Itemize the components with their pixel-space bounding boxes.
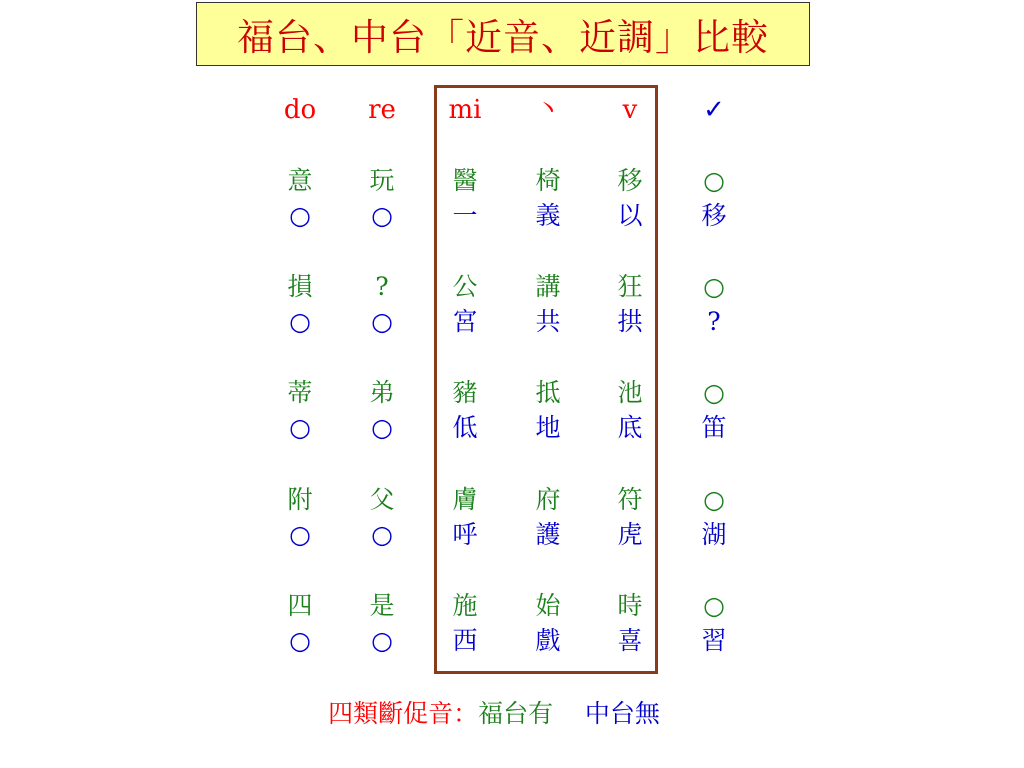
zhong-cell-g5-c6: 習 (701, 626, 727, 655)
fu-cell-g1-c5: 移 (617, 166, 643, 195)
zhong-cell-g4-c1: ○ (289, 520, 311, 549)
zhong-cell-g5-c4: 戲 (535, 626, 561, 655)
zhong-cell-g3-c5: 底 (617, 413, 643, 442)
zhong-cell-g1-c2: ○ (371, 201, 393, 230)
fu-cell-g2-c6: ○ (703, 272, 725, 301)
fu-cell-g5-c3: 施 (452, 591, 478, 620)
zhong-cell-g4-c3: 呼 (452, 520, 478, 549)
fu-cell-g3-c2: 弟 (369, 378, 395, 407)
fu-cell-g4-c3: 膚 (452, 485, 478, 514)
zhong-cell-g5-c1: ○ (289, 626, 311, 655)
fu-cell-g4-c5: 符 (617, 485, 643, 514)
zhong-cell-g4-c2: ○ (371, 520, 393, 549)
zhong-cell-g2-c1: ○ (289, 307, 311, 336)
page-title: 福台、中台「近音、近調」比較 (196, 2, 810, 66)
fu-cell-g5-c6: ○ (703, 591, 725, 620)
zhong-cell-g1-c1: ○ (289, 201, 311, 230)
fu-cell-g4-c6: ○ (703, 485, 725, 514)
footer-note (0, 698, 988, 730)
column-header-3: mi (448, 95, 482, 125)
fu-cell-g3-c5: 池 (617, 378, 643, 407)
fu-cell-g1-c4: 椅 (535, 166, 561, 195)
fu-cell-g1-c2: 玩 (369, 166, 395, 195)
footer-zhong-text: 中台無 (584, 699, 660, 728)
zhong-cell-g1-c4: 義 (535, 201, 561, 230)
column-header-1: do (283, 95, 317, 125)
fu-cell-g1-c6: ○ (703, 166, 725, 195)
zhong-cell-g2-c6: ? (707, 307, 721, 336)
fu-cell-g5-c4: 始 (535, 591, 561, 620)
fu-cell-g2-c4: 講 (535, 272, 561, 301)
zhong-cell-g4-c6: 湖 (701, 520, 727, 549)
fu-cell-g5-c5: 時 (617, 591, 643, 620)
zhong-cell-g4-c5: 虎 (617, 520, 643, 549)
zhong-cell-g4-c4: 護 (535, 520, 561, 549)
zhong-cell-g5-c5: 喜 (617, 626, 643, 655)
zhong-cell-g1-c6: 移 (701, 201, 727, 230)
footer-label: 四類斷促音： (328, 699, 479, 728)
zhong-cell-g3-c6: 笛 (701, 413, 727, 442)
column-header-5: v (622, 95, 638, 125)
zhong-cell-g2-c5: 拱 (617, 307, 643, 336)
zhong-cell-g1-c5: 以 (617, 201, 643, 230)
column-header-2: re (368, 95, 396, 125)
fu-cell-g2-c2: ? (375, 272, 389, 301)
zhong-cell-g1-c3: 一 (452, 201, 478, 230)
fu-cell-g3-c6: ○ (703, 378, 725, 407)
zhong-cell-g3-c1: ○ (289, 413, 311, 442)
fu-cell-g4-c2: 父 (369, 485, 395, 514)
fu-cell-g4-c4: 府 (535, 485, 561, 514)
fu-cell-g2-c3: 公 (452, 272, 478, 301)
column-header-6: ✓ (703, 95, 725, 125)
zhong-cell-g3-c2: ○ (371, 413, 393, 442)
fu-cell-g1-c3: 醫 (452, 166, 478, 195)
fu-cell-g4-c1: 附 (287, 485, 313, 514)
zhong-cell-g2-c4: 共 (535, 307, 561, 336)
fu-cell-g3-c4: 抵 (535, 378, 561, 407)
zhong-cell-g2-c3: 宮 (452, 307, 478, 336)
fu-cell-g2-c5: 狂 (617, 272, 643, 301)
zhong-cell-g5-c3: 西 (452, 626, 478, 655)
footer-fu-text: 福台有 (478, 699, 554, 728)
zhong-cell-g3-c3: 低 (452, 413, 478, 442)
zhong-cell-g5-c2: ○ (371, 626, 393, 655)
zhong-cell-g2-c2: ○ (371, 307, 393, 336)
fu-cell-g2-c1: 損 (287, 272, 313, 301)
fu-cell-g1-c1: 意 (287, 166, 313, 195)
fu-cell-g5-c2: 是 (369, 591, 395, 620)
fu-cell-g3-c3: 豬 (452, 378, 478, 407)
zhong-cell-g3-c4: 地 (535, 413, 561, 442)
fu-cell-g3-c1: 蒂 (287, 378, 313, 407)
fu-cell-g5-c1: 四 (287, 591, 313, 620)
column-header-4: 丶 (534, 95, 561, 125)
